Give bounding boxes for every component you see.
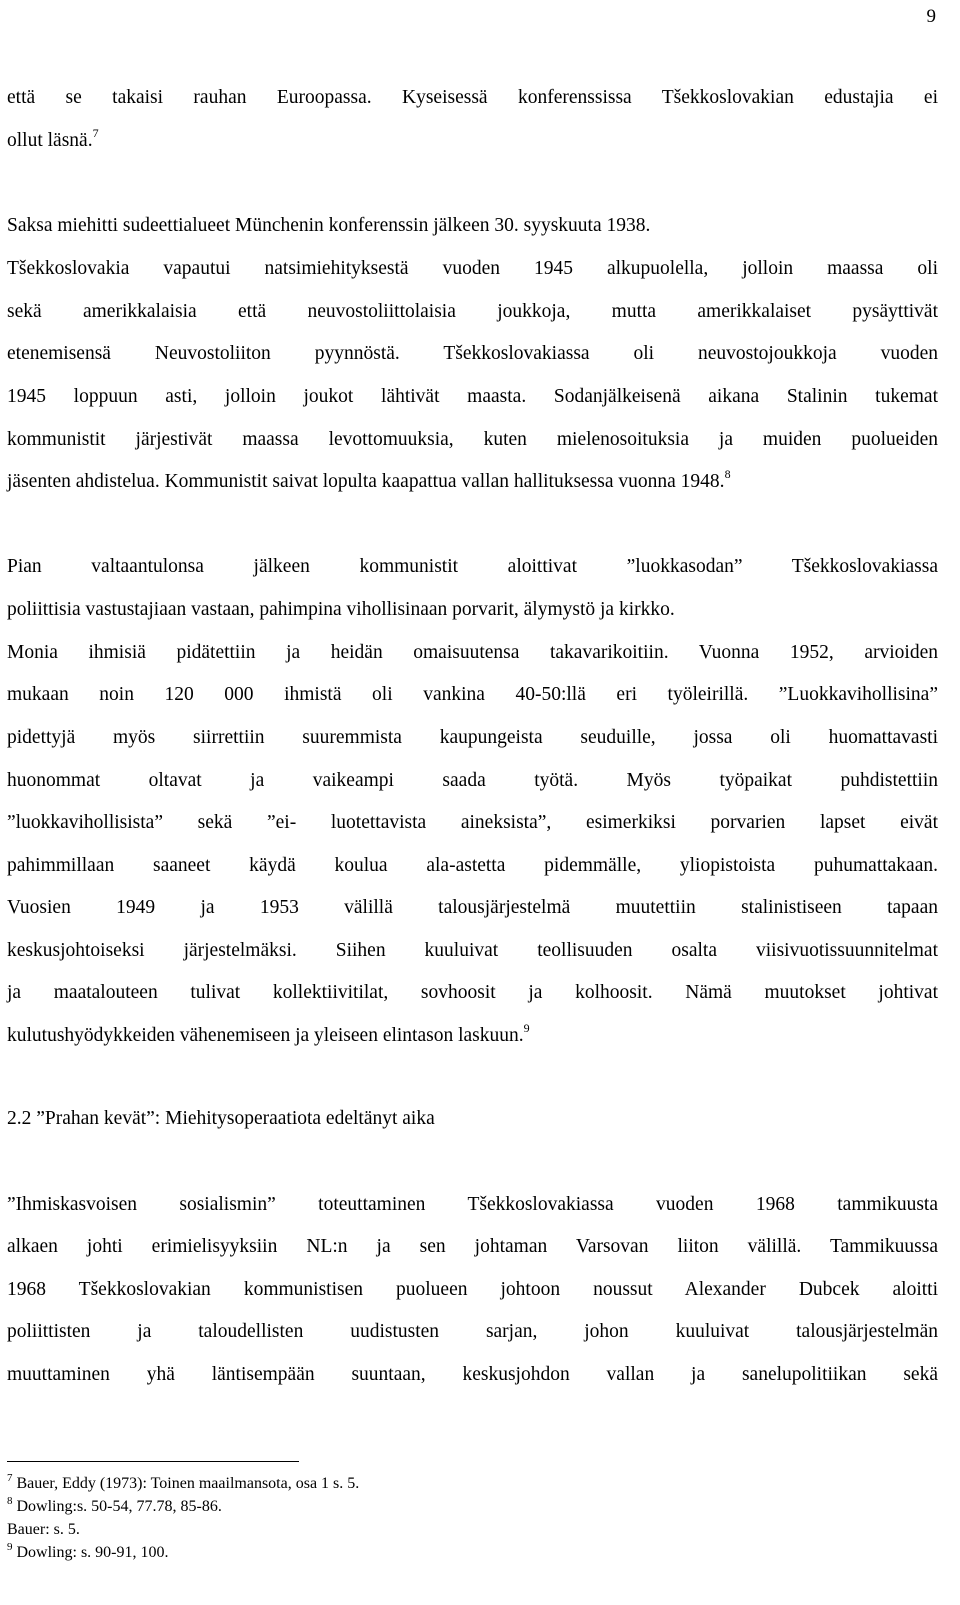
text-line: ja maatalouteen tulivat kollektiivitilat, sovhoosit ja kolhoosit. Nämä muutokset johtivat bbox=[7, 982, 938, 1003]
text-line: että se takaisi rauhan Euroopassa. Kyseisessä konferenssissa Tšekkoslovakian edustajia ei bbox=[7, 87, 938, 108]
section-heading: 2.2 ”Prahan kevät”: Miehitysoperaatiota edeltänyt aika bbox=[7, 1108, 435, 1129]
footnote-ref-7: 7 bbox=[92, 126, 99, 140]
text-line: Pian valtaantulonsa jälkeen kommunistit aloittivat ”luokkasodan” Tšekkoslovakiassa bbox=[7, 556, 938, 577]
footnote-ref-9: 9 bbox=[523, 1021, 530, 1035]
text-line: poliittisia vastustajiaan vastaan, pahimpina vihollisinaan porvarit, älymystö ja kirkko. bbox=[7, 599, 675, 620]
text-line: ”luokkavihollisista” sekä ”ei- luotettavista aineksista”, esimerkiksi porvarien lapset eivät bbox=[7, 812, 938, 833]
text-line: Tšekkoslovakia vapautui natsimiehityksestä vuoden 1945 alkupuolella, jolloin maassa oli bbox=[7, 258, 938, 279]
text-line: ”Ihmiskasvoisen sosialismin” toteuttaminen Tšekkoslovakiassa vuoden 1968 tammikuusta bbox=[7, 1194, 938, 1215]
footnote-9: $^9$ Dowling: s. 90-91, 100. bbox=[7, 1541, 169, 1561]
text-line: alkaen johti erimielisyyksiin NL:n ja sen johtaman Varsovan liiton välillä. Tammikuussa bbox=[7, 1236, 938, 1257]
text-line: etenemisensä Neuvostoliiton pyynnöstä. Tšekkoslovakiassa oli neuvostojoukkoja vuoden bbox=[7, 343, 938, 364]
text-line: sekä amerikkalaisia että neuvostoliittolaisia joukkoja, mutta amerikkalaiset pysäyttivät bbox=[7, 301, 938, 322]
text-line: 1945 loppuun asti, jolloin joukot lähtivät maasta. Sodanjälkeisenä aikana Stalinin tukemat bbox=[7, 386, 938, 407]
text-line: 1968 Tšekkoslovakian kommunistisen puolueen johtoon noussut Alexander Dubcek aloitti bbox=[7, 1279, 938, 1300]
text-line: pahimmillaan saaneet käydä koulua ala-astetta pidemmälle, yliopistoista puhumattakaan. bbox=[7, 855, 938, 876]
text-line: keskusjohtoiseksi järjestelmäksi. Siihen kuuluivat teollisuuden osalta viisivuotissuunnitelmat bbox=[7, 940, 938, 961]
page-number: 9 bbox=[926, 6, 936, 27]
text-line: jäsenten ahdistelua. Kommunistit saivat lopulta kaapattua vallan hallituksessa vuonna 1948.$^8$ bbox=[7, 467, 731, 492]
footnote-ref-8: 8 bbox=[724, 467, 731, 481]
text-line: Vuosien 1949 ja 1953 välillä talousjärjestelmä muutettiin stalinistiseen tapaan bbox=[7, 897, 938, 918]
text-line: mukaan noin 120 000 ihmistä oli vankina 40-50:llä eri työleirillä. ”Luokkavihollisina” bbox=[7, 684, 938, 705]
text-line: ollut läsnä.$^7$ bbox=[7, 126, 99, 151]
footnote-7: $^7$ Bauer, Eddy (1973): Toinen maailmansota, osa 1 s. 5. bbox=[7, 1472, 360, 1492]
text-line: Monia ihmisiä pidätettiin ja heidän omaisuutensa takavarikoitiin. Vuonna 1952, arvioiden bbox=[7, 642, 938, 663]
text-line: pidettyjä myös siirrettiin suuremmista kaupungeista seuduille, jossa oli huomattavasti bbox=[7, 727, 938, 748]
text-line: Saksa miehitti sudeettialueet Münchenin konferenssin jälkeen 30. syyskuuta 1938. bbox=[7, 215, 651, 236]
text-line: kulutushyödykkeiden vähenemiseen ja yleiseen elintason laskuun.$^9$ bbox=[7, 1021, 530, 1046]
text-line: muuttaminen yhä läntisempään suuntaan, keskusjohdon vallan ja sanelupolitiikan sekä bbox=[7, 1364, 938, 1385]
text-line: poliittisten ja taloudellisten uudistusten sarjan, johon kuuluivat talousjärjestelmän bbox=[7, 1321, 938, 1342]
text-line: huonommat oltavat ja vaikeampi saada työtä. Myös työpaikat puhdistettiin bbox=[7, 770, 938, 791]
footnote-divider bbox=[7, 1461, 299, 1462]
text-line: kommunistit järjestivät maassa levottomuuksia, kuten mielenosoituksia ja muiden puolueiden bbox=[7, 429, 938, 450]
footnote-8: $^8$ Dowling:s. 50-54, 77.78, 85-86. bbox=[7, 1495, 222, 1515]
footnote-8-cont: Bauer: s. 5. bbox=[7, 1521, 80, 1538]
